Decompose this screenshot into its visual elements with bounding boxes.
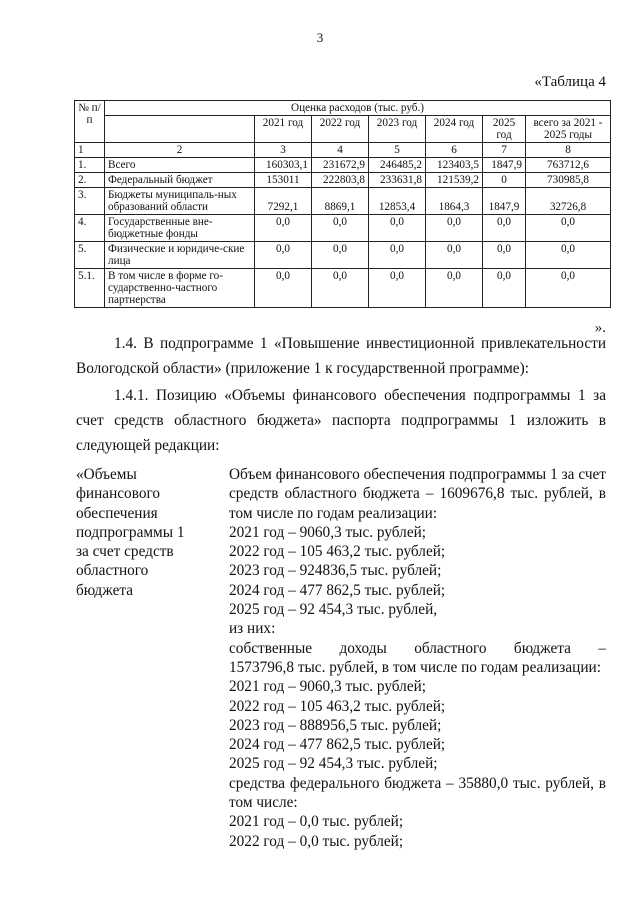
row-num: 4. <box>75 215 105 242</box>
row-value: 0,0 <box>426 242 483 269</box>
row-value: 0 <box>483 173 526 188</box>
column-number: 3 <box>255 143 312 158</box>
row-name: В том числе в форме го-сударственно-частного партнерства <box>105 269 255 308</box>
own-year-line: 2023 год – 888956,5 тыс. рублей; <box>229 716 442 734</box>
row-value: 231672,9 <box>312 158 369 173</box>
header-num: № п/п <box>75 101 105 143</box>
own-year-line: 2024 год – 477 862,5 тыс. рублей; <box>229 736 446 754</box>
header-blank <box>105 116 255 143</box>
budget-table <box>74 100 611 308</box>
own-revenue-word: бюджета <box>513 639 571 657</box>
own-year-line: 2022 год – 105 463,2 тыс. рублей; <box>229 697 446 715</box>
row-value: 730985,8 <box>526 173 611 188</box>
funding-year-line: 2024 год – 477 862,5 тыс. рублей; <box>229 581 446 599</box>
row-value: 0,0 <box>369 242 426 269</box>
row-value: 8869,1 <box>312 188 369 215</box>
column-number: 5 <box>369 143 426 158</box>
column-number: 6 <box>426 143 483 158</box>
row-value: 0,0 <box>483 215 526 242</box>
passport-label-line: бюджета <box>76 581 134 599</box>
table-year-row <box>75 116 611 143</box>
table-row <box>75 188 611 215</box>
own-revenue-word: собственные <box>229 639 313 657</box>
own-revenue-word: – <box>598 639 606 657</box>
table-row <box>75 158 611 173</box>
row-name: Федеральный бюджет <box>105 173 255 188</box>
row-num: 1. <box>75 158 105 173</box>
row-value: 160303,1 <box>255 158 312 173</box>
row-value: 0,0 <box>255 215 312 242</box>
row-name: Государственные вне-бюджетные фонды <box>105 215 255 242</box>
own-revenue-word: доходы <box>339 639 387 657</box>
paragraph-1-4: 1.4. В подпрограмме 1 «Повышение инвестиционной привлекательности Вологодской области» (приложение 1 к государственной программе): <box>76 335 606 377</box>
table-row <box>75 242 611 269</box>
column-number: 4 <box>312 143 369 158</box>
own-revenue-amount: 1573796,8 тыс. рублей, в том числе по годам реализации: <box>229 658 601 676</box>
funding-year-line: 2025 год – 92 454,3 тыс. рублей, <box>229 601 438 619</box>
header-year: 2022 год <box>312 116 369 143</box>
row-value: 123403,5 <box>426 158 483 173</box>
federal-funds-line: средства федерального бюджета – 35880,0 тыс. рублей, в том числе: <box>229 774 606 812</box>
column-number: 1 <box>75 143 105 158</box>
funding-year-line: 2022 год – 105 463,2 тыс. рублей; <box>229 543 446 561</box>
header-year: 2023 год <box>369 116 426 143</box>
row-value: 0,0 <box>312 215 369 242</box>
column-number-row <box>75 143 611 158</box>
page-number: 3 <box>316 30 324 45</box>
funding-year-line: 2021 год – 9060,3 тыс. рублей; <box>229 523 427 541</box>
row-value: 121539,2 <box>426 173 483 188</box>
header-year: 2025 год <box>483 116 526 143</box>
passport-label-line: за счет средств <box>76 543 174 561</box>
row-value: 246485,2 <box>369 158 426 173</box>
row-value: 32726,8 <box>526 188 611 215</box>
header-total: всего за 2021 - 2025 годы <box>526 116 611 143</box>
row-name: Бюджеты муниципаль-ных образований области <box>105 188 255 215</box>
passport-label-line: финансового <box>76 485 161 503</box>
row-value: 233631,8 <box>369 173 426 188</box>
own-revenue-word: областного <box>414 639 487 657</box>
row-value: 0,0 <box>312 242 369 269</box>
row-value: 0,0 <box>255 242 312 269</box>
row-value: 222803,8 <box>312 173 369 188</box>
column-number: 2 <box>105 143 255 158</box>
row-value: 0,0 <box>369 215 426 242</box>
row-value: 0,0 <box>312 269 369 308</box>
funding-intro: Объем финансового обеспечения подпрограммы 1 за счет средств областного бюджета – 1609676,8 тыс. рублей, в том числе по годам реализации: <box>229 466 606 522</box>
row-name: Всего <box>105 158 255 173</box>
table-row <box>75 215 611 242</box>
table-caption: «Таблица 4 <box>534 74 606 90</box>
funding-year-line: 2023 год – 924836,5 тыс. рублей; <box>229 562 442 580</box>
column-number: 8 <box>526 143 611 158</box>
table-row <box>75 173 611 188</box>
row-value: 1864,3 <box>426 188 483 215</box>
row-value: 12853,4 <box>369 188 426 215</box>
row-name: Физические и юридиче-ские лица <box>105 242 255 269</box>
row-value: 0,0 <box>255 269 312 308</box>
passport-position-content <box>229 465 606 851</box>
of-them-label: из них: <box>229 620 276 638</box>
row-value: 0,0 <box>426 269 483 308</box>
row-value: 0,0 <box>526 215 611 242</box>
header-year: 2024 год <box>426 116 483 143</box>
row-value: 0,0 <box>426 215 483 242</box>
passport-label-line: обеспечения <box>76 504 158 522</box>
passport-label-line: областного <box>76 562 149 580</box>
table-header-row <box>75 101 611 116</box>
row-value: 763712,6 <box>526 158 611 173</box>
row-num: 2. <box>75 173 105 188</box>
own-year-line: 2021 год – 9060,3 тыс. рублей; <box>229 678 427 696</box>
own-revenue-heading <box>229 639 606 658</box>
table-row <box>75 269 611 308</box>
row-value: 7292,1 <box>255 188 312 215</box>
row-value: 0,0 <box>526 269 611 308</box>
row-value: 1847,9 <box>483 158 526 173</box>
passport-position-label <box>76 465 216 600</box>
row-num: 5. <box>75 242 105 269</box>
closing-quote: ». <box>594 320 606 336</box>
row-num: 3. <box>75 188 105 215</box>
passport-label-line: «Объемы <box>76 466 137 483</box>
row-value: 0,0 <box>483 242 526 269</box>
row-value: 1847,9 <box>483 188 526 215</box>
own-year-line: 2025 год – 92 454,3 тыс. рублей; <box>229 755 438 773</box>
row-value: 0,0 <box>483 269 526 308</box>
header-group: Оценка расходов (тыс. руб.) <box>105 101 611 116</box>
row-value: 0,0 <box>526 242 611 269</box>
row-num: 5.1. <box>75 269 105 308</box>
federal-year-line: 2022 год – 0,0 тыс. рублей; <box>229 832 404 850</box>
row-value: 153011 <box>255 173 312 188</box>
paragraph-1-4-1: 1.4.1. Позицию «Объемы финансового обеспечения подпрограммы 1 за счет средств областного бюджета» паспорта подпрограммы 1 изложить в следующей редакции: <box>76 387 606 454</box>
federal-year-line: 2021 год – 0,0 тыс. рублей; <box>229 813 404 831</box>
column-number: 7 <box>483 143 526 158</box>
row-value: 0,0 <box>369 269 426 308</box>
passport-label-line: подпрограммы 1 <box>76 523 185 541</box>
header-year: 2021 год <box>255 116 312 143</box>
